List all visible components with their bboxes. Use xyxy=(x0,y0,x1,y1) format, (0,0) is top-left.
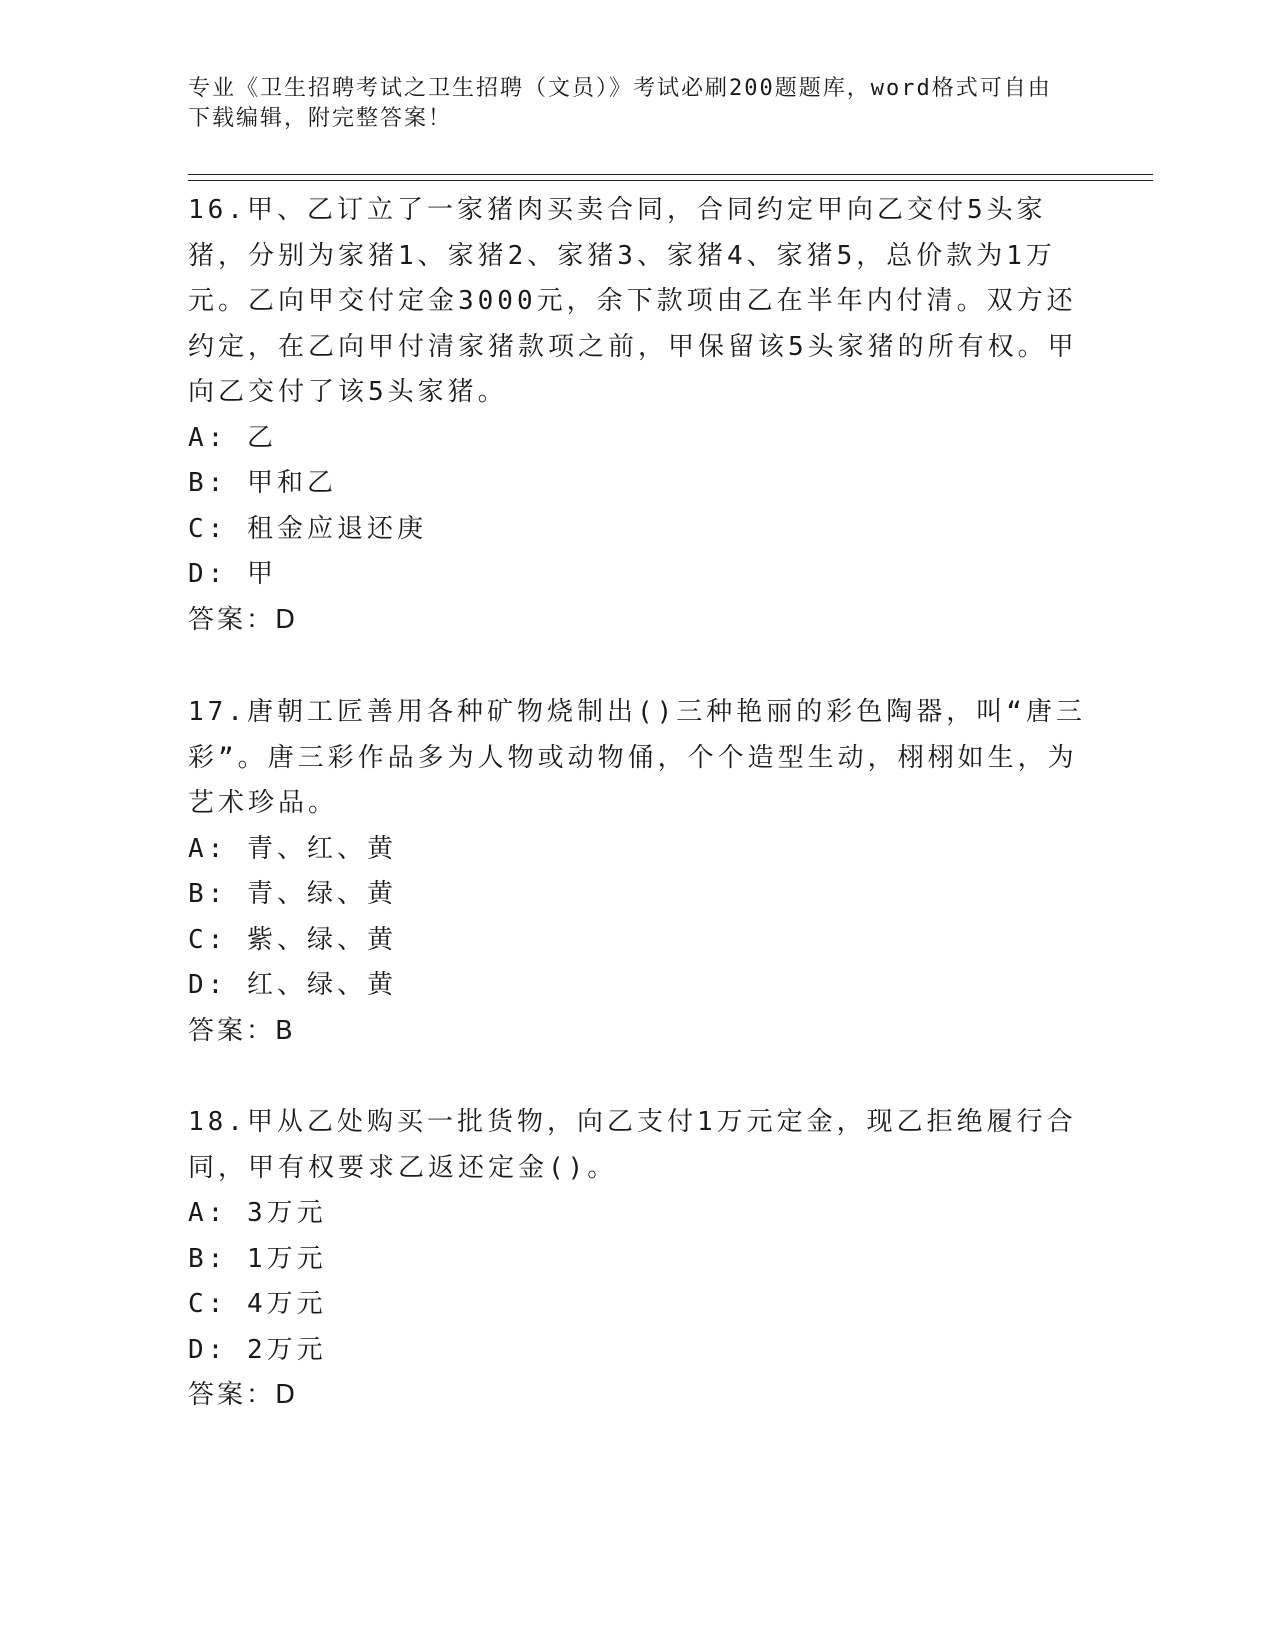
question-text: 甲、乙订立了一家猪肉买卖合同，合同约定甲向乙交付5头家猪，分别为家猪1、家猪2、家猪3、家猪4、家猪5，总价款为1万元。乙向甲交付定金3000元，余下款项由乙在半年内付清。双方还约定，在乙向甲付清家猪款项之前，甲保留该5头家猪的所有权。甲向乙交付了该5头家猪。 xyxy=(188,195,1078,407)
option-b xyxy=(188,872,1088,918)
question-number: 18. xyxy=(188,1107,247,1137)
option-letter: B: xyxy=(188,468,228,498)
option-letter: A: xyxy=(188,833,228,864)
question-number: 16. xyxy=(188,195,247,225)
option-a xyxy=(188,416,1088,462)
option-d xyxy=(188,1328,1088,1374)
option-c xyxy=(188,918,1088,964)
option-letter: D: xyxy=(188,559,228,589)
question-stem xyxy=(188,1100,1088,1191)
header-rule-bottom xyxy=(188,180,1153,181)
option-d xyxy=(188,963,1088,1009)
option-text: 红、绿、黄 xyxy=(246,970,397,1000)
answer: 答案：D xyxy=(188,1380,299,1410)
option-text: 3万元 xyxy=(246,1198,327,1228)
option-a xyxy=(188,1191,1088,1237)
question-17 xyxy=(188,690,1088,1054)
question-number: 17. xyxy=(188,697,247,727)
option-text: 租金应退还庚 xyxy=(246,513,427,544)
option-text: 1万元 xyxy=(246,1243,327,1274)
option-a xyxy=(188,827,1088,873)
option-text: 青、绿、黄 xyxy=(246,879,397,909)
option-letter: B: xyxy=(188,1243,228,1274)
question-text: 甲从乙处购买一批货物，向乙支付1万元定金，现乙拒绝履行合同，甲有权要求乙返还定金()。 xyxy=(188,1107,1077,1183)
answer: 答案：B xyxy=(188,1015,296,1046)
option-text: 甲 xyxy=(246,559,277,589)
question-16 xyxy=(188,188,1088,643)
option-letter: D: xyxy=(188,1334,228,1365)
option-letter: B: xyxy=(188,879,228,909)
option-letter: D: xyxy=(188,970,228,1000)
option-letter: C: xyxy=(188,1289,228,1319)
question-stem xyxy=(188,188,1088,416)
option-d xyxy=(188,552,1088,598)
option-b xyxy=(188,1237,1088,1283)
option-c xyxy=(188,1282,1088,1328)
question-18 xyxy=(188,1100,1088,1419)
option-text: 甲和乙 xyxy=(246,468,337,498)
option-text: 乙 xyxy=(246,422,277,453)
option-b xyxy=(188,461,1088,507)
header-rule-top xyxy=(188,174,1153,175)
option-text: 紫、绿、黄 xyxy=(246,924,397,955)
question-text: 唐朝工匠善用各种矿物烧制出()三种艳丽的彩色陶器，叫“唐三彩”。唐三彩作品多为人物或动物俑，个个造型生动，栩栩如生，为艺术珍品。 xyxy=(188,697,1086,818)
option-text: 2万元 xyxy=(246,1334,327,1365)
option-letter: A: xyxy=(188,422,228,453)
option-text: 4万元 xyxy=(246,1289,327,1319)
option-letter: C: xyxy=(188,924,228,955)
answer: 答案：D xyxy=(188,604,299,635)
option-c xyxy=(188,507,1088,553)
question-stem xyxy=(188,690,1088,827)
option-letter: C: xyxy=(188,513,228,544)
option-letter: A: xyxy=(188,1198,228,1228)
document-header: 专业《卫生招聘考试之卫生招聘（文员）》考试必刷200题题库，word格式可自由下载编辑，附完整答案！ xyxy=(188,76,1052,131)
option-text: 青、红、黄 xyxy=(246,833,397,864)
